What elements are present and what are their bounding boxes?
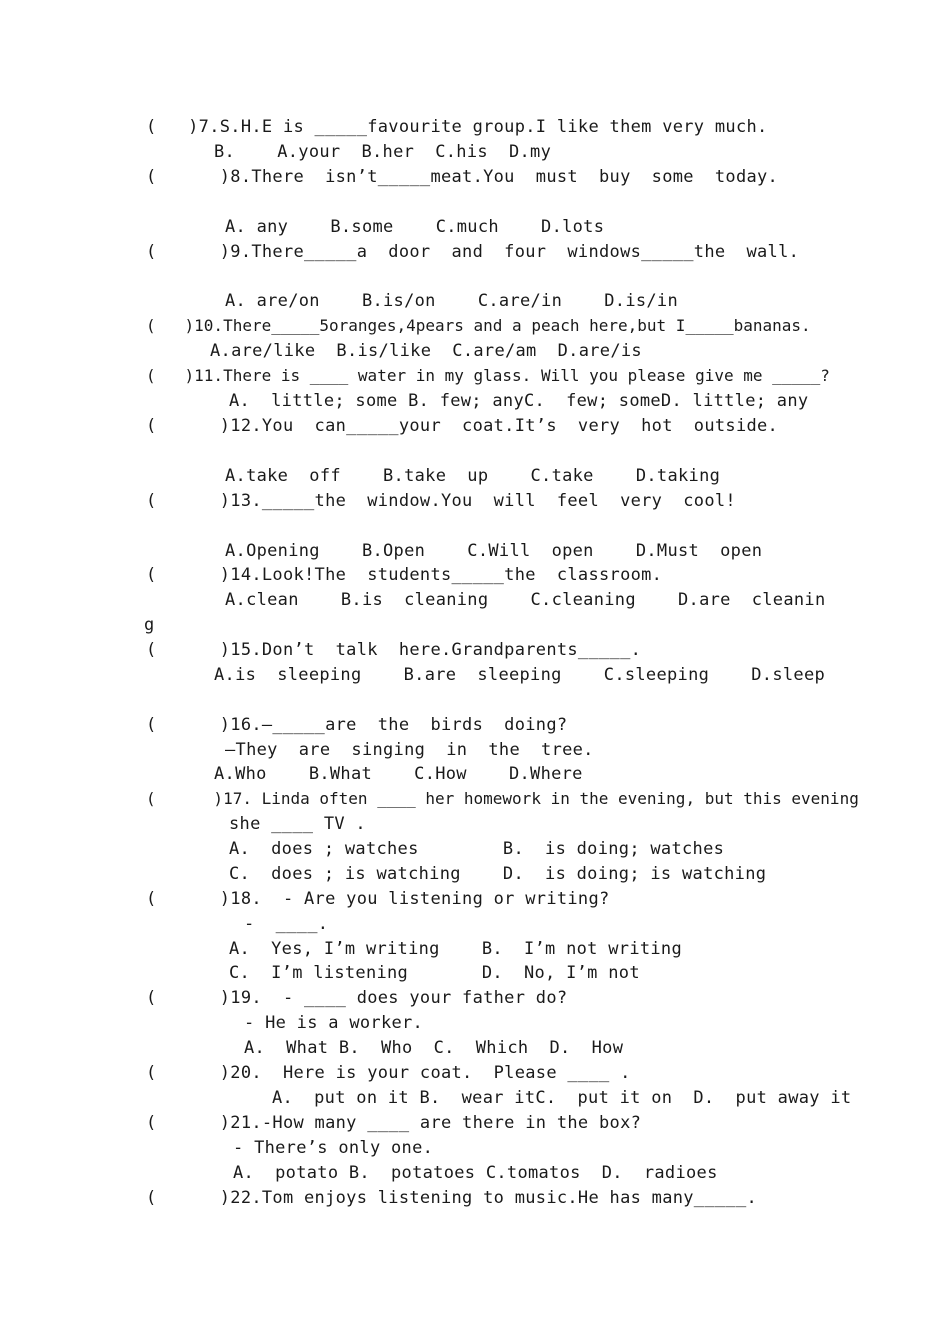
question-13: ( )13._____the window.You will feel very cool! [146,491,736,511]
question-21-options: A. potato B. potatoes C.tomatos D. radioes [233,1163,718,1183]
question-19-options: A. What B. Who C. Which D. How [244,1038,624,1058]
question-14-options-wrap: g [144,615,155,635]
question-17-options-ab: A. does ; watches B. is doing; watches [229,839,725,859]
question-15: ( )15.Don’t talk here.Grandparents_____. [146,640,642,660]
question-21-answer: - There’s only one. [233,1138,434,1158]
question-18-options-ab: A. Yes, I’m writing B. I’m not writing [229,939,682,959]
question-20-options: A. put on it B. wear itC. put it on D. put away it [272,1088,852,1108]
question-11-options: A. little; some B. few; anyC. few; someD. little; any [229,391,809,411]
question-9: ( )9.There_____a door and four windows_____the wall. [146,242,800,262]
question-14: ( )14.Look!The students_____the classroom. [146,565,663,585]
question-16-options: A.Who B.What C.How D.Where [214,764,583,784]
question-13-options: A.Opening B.Open C.Will open D.Must open [225,541,763,561]
question-10: ( )10.There_____5oranges,4pears and a peach here,but I_____bananas. [146,316,811,335]
question-7-options: B. A.your B.her C.his D.my [214,142,552,162]
question-19-answer: - He is a worker. [244,1013,424,1033]
question-9-options: A. are/on B.is/on C.are/in D.is/in [225,291,678,311]
question-10-options: A.are/like B.is/like C.are/am D.are/is [210,341,642,361]
question-21: ( )21.-How many ____ are there in the box? [146,1113,642,1133]
question-17: ( )17. Linda often ____ her homework in the evening, but this evening [146,789,859,808]
question-11: ( )11.There is ____ water in my glass. Will you please give me _____? [146,366,830,385]
question-8: ( )8.There isn’t_____meat.You must buy some today. [146,167,779,187]
question-18-answer: - ____. [244,914,329,934]
question-12-options: A.take off B.take up C.take D.taking [225,466,721,486]
question-18: ( )18. - Are you listening or writing? [146,889,610,909]
question-14-options: A.clean B.is cleaning C.cleaning D.are cleanin [225,590,826,610]
question-7: ( )7.S.H.E is _____favourite group.I like them very much. [146,117,768,137]
question-19: ( )19. - ____ does your father do? [146,988,568,1008]
question-8-options: A. any B.some C.much D.lots [225,217,605,237]
question-12: ( )12.You can_____your coat.It’s very hot outside. [146,416,779,436]
question-22: ( )22.Tom enjoys listening to music.He has many_____. [146,1188,758,1208]
question-15-options: A.is sleeping B.are sleeping C.sleeping D.sleep [214,665,826,685]
question-17-continued: she ____ TV . [229,814,366,834]
question-16-answer: —They are singing in the tree. [225,740,594,760]
question-18-options-cd: C. I’m listening D. No, I’m not [229,963,640,983]
question-16: ( )16.—_____are the birds doing? [146,715,568,735]
question-17-options-cd: C. does ; is watching D. is doing; is watching [229,864,767,884]
question-20: ( )20. Here is your coat. Please ____ . [146,1063,631,1083]
